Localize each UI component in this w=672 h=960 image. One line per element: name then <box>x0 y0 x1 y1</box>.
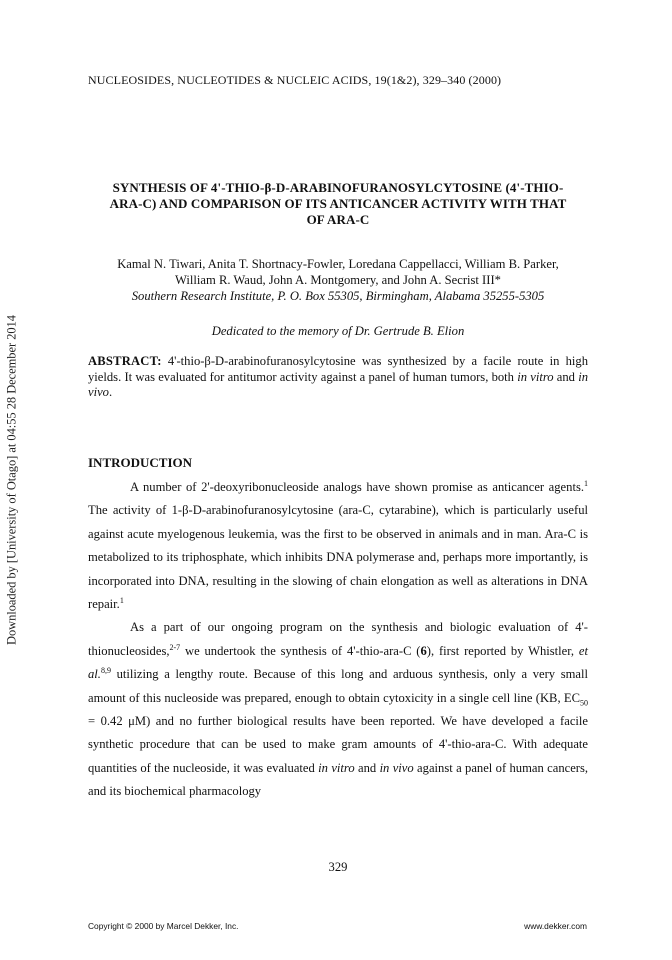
introduction-body <box>88 476 588 804</box>
title-line-3: OF ARA-C <box>306 212 370 227</box>
download-watermark <box>4 300 20 660</box>
journal-header: NUCLEOSIDES, NUCLEOTIDES & NUCLEIC ACIDS, 19(1&2), 329–340 (2000) <box>88 73 502 87</box>
p1-text-a: A number of 2'-deoxyribonucleoside analogs have shown promise as anticancer agents. <box>130 480 584 494</box>
publisher-website: www.dekker.com <box>524 921 587 931</box>
et-al: et al. <box>88 643 588 682</box>
p2-in-vitro: in vitro <box>318 760 355 775</box>
author-block <box>78 256 598 304</box>
title-line-1: SYNTHESIS OF 4'-THIO-β-D-ARABINOFURANOSYLCYTOSINE (4'-THIO- <box>112 180 564 195</box>
page-number: 329 <box>328 860 348 874</box>
p2-text-a: As a part of our ongoing program on the synthesis and biologic evaluation of 4'-thionucleosides, <box>88 620 588 658</box>
affiliation: Southern Research Institute, P. O. Box 55305, Birmingham, Alabama 35255-5305 <box>131 289 545 303</box>
p1-text-b: The activity of 1-β-D-arabinofuranosylcytosine (ara-C, cytarabine), which is particularly useful against acute myelogenous leukemia, was the first to be observed in animals and in man. Ara-C is metabolized to its triphosphate, which inhibits DNA polymerase and, perhaps more importantly, is incorporated into DNA, resulting in the slowing of chain elongation as well as alterations in DNA repair. <box>88 503 588 612</box>
reference-1: 1 <box>584 478 588 488</box>
p2-text-c: ), first reported by Whistler, <box>426 643 579 658</box>
reference-8-9: 8,9 <box>100 666 111 676</box>
watermark-text: Downloaded by [University of Otago] at 04:55 28 December 2014 <box>4 315 19 645</box>
abstract-label: ABSTRACT: <box>88 354 162 368</box>
paragraph-1 <box>88 476 588 616</box>
compound-number: 6 <box>420 643 427 658</box>
p2-text-e: = 0.42 μM) and no further biological results have been reported. We have developed a facile synthetic procedure that can be used to make gram amounts of 4'-thio-ara-C. With adequate quantities of the nucleoside, it was evaluated <box>88 714 588 775</box>
abstract-in-vitro: in vitro <box>517 369 554 384</box>
reference-2-7: 2-7 <box>169 642 181 652</box>
ec50-subscript: 50 <box>580 698 588 708</box>
abstract-in-vivo: in vivo <box>88 369 589 399</box>
author-line-2: William R. Waud, John A. Montgomery, and John A. Secrist III* <box>175 273 501 287</box>
copyright-notice: Copyright © 2000 by Marcel Dekker, Inc. <box>88 921 239 931</box>
abstract <box>88 354 588 401</box>
author-line-1: Kamal N. Tiwari, Anita T. Shortnacy-Fowler, Loredana Cappellacci, William B. Parker, <box>117 257 559 271</box>
dedication: Dedicated to the memory of Dr. Gertrude B. Elion <box>211 324 465 338</box>
abstract-end: . <box>108 385 113 399</box>
section-heading-introduction: INTRODUCTION <box>88 455 193 470</box>
abstract-and: and <box>553 369 579 384</box>
p2-text-g: against a panel of human cancers, and its biochemical pharmacology <box>88 760 589 799</box>
p2-text-d: utilizing a lengthy route. Because of this long and arduous synthesis, only a very small amount of this nucleoside was prepared, enough to obtain cytoxicity in a single cell line (KB, EC <box>88 667 588 705</box>
p2-text-f: and <box>354 760 380 775</box>
title-line-2: ARA-C) AND COMPARISON OF ITS ANTICANCER ACTIVITY WITH THAT <box>109 196 567 211</box>
paper-title <box>98 180 578 228</box>
p2-in-vivo: in vivo <box>379 760 414 775</box>
paragraph-2 <box>88 616 588 803</box>
reference-1b: 1 <box>119 595 124 605</box>
abstract-text: 4'-thio-β-D-arabinofuranosylcytosine was synthesized by a facile route in high yields. It was evaluated for antitumor activity against a panel of human tumors, both <box>88 354 588 384</box>
p2-text-b: we undertook the synthesis of 4'-thio-ara-C ( <box>180 643 421 658</box>
